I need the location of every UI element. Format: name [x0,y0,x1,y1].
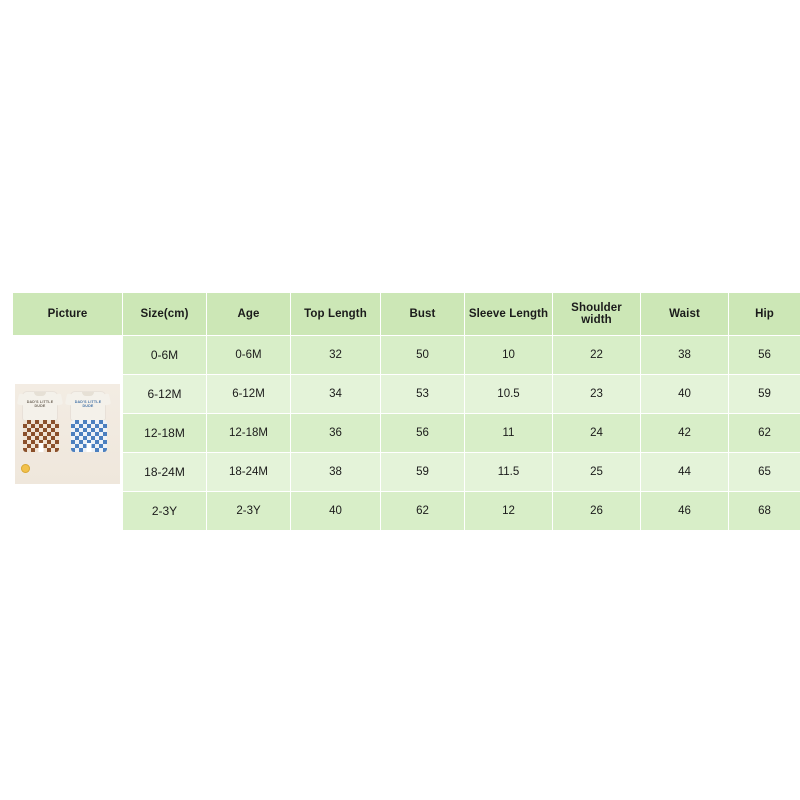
cell-waist: 46 [641,492,729,531]
table-row [13,453,800,492]
table-header-row [13,293,800,336]
table-row [13,375,800,414]
column-header-bust: Bust [381,293,465,336]
checkered-shorts [23,420,59,452]
table-row [13,336,800,375]
cell-waist: 40 [641,375,729,414]
cell-sleeve-length: 11 [465,414,553,453]
table-row [13,414,800,453]
column-header-hip: Hip [729,293,800,336]
product-photo [15,336,120,530]
cell-bust: 50 [381,336,465,375]
cell-age: 6-12M [207,375,291,414]
table-row [13,492,800,531]
cell-hip: 62 [729,414,800,453]
cell-shoulder-width: 25 [553,453,641,492]
cell-hip: 59 [729,375,800,414]
cell-age: 18-24M [207,453,291,492]
cell-size: 0-6M [123,336,207,375]
cell-sleeve-length: 12 [465,492,553,531]
cell-top-length: 40 [291,492,381,531]
cell-shoulder-width: 23 [553,375,641,414]
cell-bust: 56 [381,414,465,453]
accent-dot-icon [21,464,30,473]
cell-bust: 59 [381,453,465,492]
cell-bust: 53 [381,375,465,414]
column-header-age: Age [207,293,291,336]
cell-sleeve-length: 11.5 [465,453,553,492]
cell-size: 12-18M [123,414,207,453]
cell-top-length: 36 [291,414,381,453]
column-header-picture: Picture [13,293,123,336]
checkered-shorts [71,420,107,452]
collar [82,392,94,396]
size-chart [12,292,800,531]
cell-sleeve-length: 10.5 [465,375,553,414]
cell-waist: 38 [641,336,729,375]
collar [34,392,46,396]
cell-age: 2-3Y [207,492,291,531]
cell-shoulder-width: 24 [553,414,641,453]
cell-size: 2-3Y [123,492,207,531]
column-header-top-length: Top Length [291,293,381,336]
column-header-sleeve-length: Sleeve Length [465,293,553,336]
column-header-size: Size(cm) [123,293,207,336]
cell-age: 0-6M [207,336,291,375]
cell-top-length: 32 [291,336,381,375]
cell-size: 6-12M [123,375,207,414]
cell-hip: 56 [729,336,800,375]
tee-shirt-icon [71,392,105,420]
tee-shirt-icon [23,392,57,420]
shorts-notch [87,443,92,452]
tee-print-text: DAD'S LITTLE DUDE [74,400,102,409]
tee-print-text: DAD'S LITTLE DUDE [26,400,54,409]
cell-shoulder-width: 26 [553,492,641,531]
size-chart-table [12,292,800,531]
shorts-notch [39,443,44,452]
cell-shoulder-width: 22 [553,336,641,375]
cell-bust: 62 [381,492,465,531]
product-photo-cell [13,336,123,531]
cell-size: 18-24M [123,453,207,492]
cell-sleeve-length: 10 [465,336,553,375]
cell-age: 12-18M [207,414,291,453]
cell-hip: 68 [729,492,800,531]
column-header-waist: Waist [641,293,729,336]
cell-top-length: 34 [291,375,381,414]
cell-waist: 44 [641,453,729,492]
cell-hip: 65 [729,453,800,492]
cell-top-length: 38 [291,453,381,492]
column-header-shoulder-width: Shoulder width [553,293,641,336]
cell-waist: 42 [641,414,729,453]
